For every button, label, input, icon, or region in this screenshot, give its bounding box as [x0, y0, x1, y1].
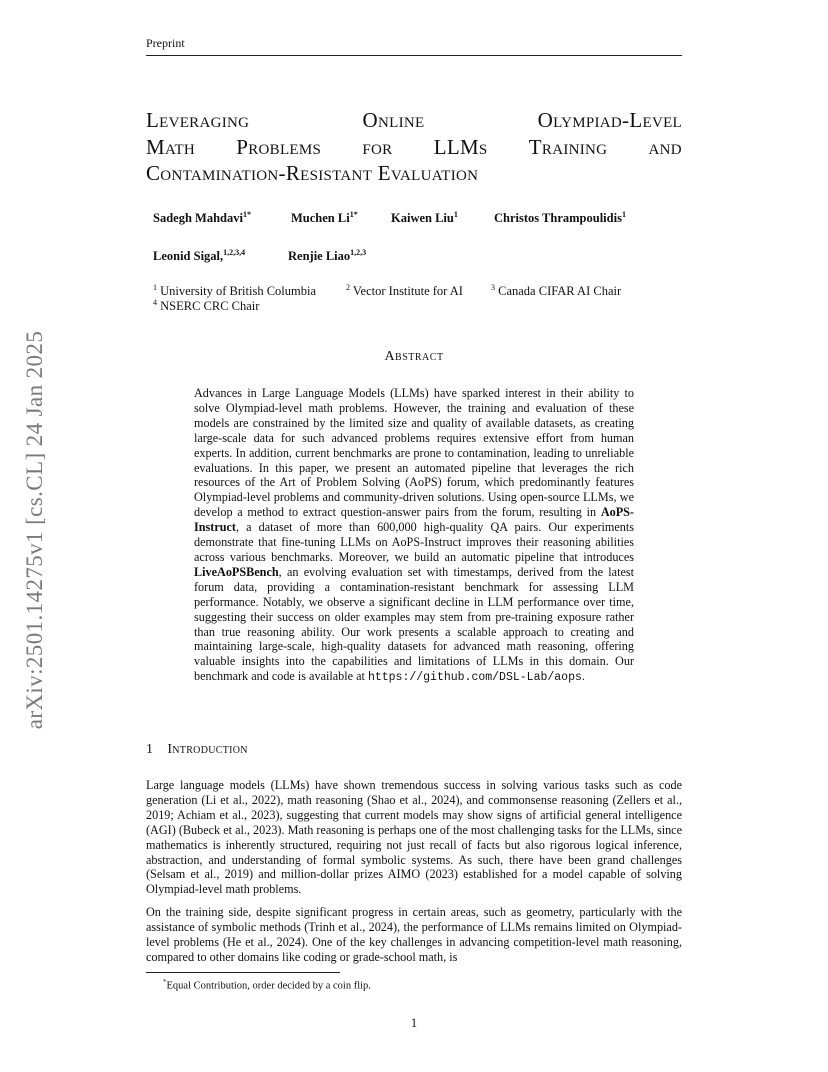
title-word: LLMs	[433, 134, 488, 159]
arxiv-identifier: arXiv:2501.14275v1 [cs.CL] 24 Jan 2025	[22, 330, 47, 730]
title-word: Leveraging	[146, 108, 250, 132]
running-title: Preprint	[146, 36, 185, 50]
footnote-text: Equal Contribution, order decided by a coin flip.	[166, 980, 371, 992]
title-word: Contamination-Resistant Evaluation	[146, 161, 479, 185]
author-name: Renjie Liao	[288, 249, 351, 264]
title-line-1	[146, 107, 682, 134]
author-affiliation-mark: 1,2,3,4	[223, 248, 246, 257]
author	[291, 210, 358, 226]
title-line-3	[146, 160, 682, 187]
affiliation-name: Vector Institute for AI	[352, 284, 463, 299]
abstract-body	[194, 386, 634, 686]
abstract-text: Advances in Large Language Models (LLMs) have sparked interest in their ability to solve Olympiad-level math problems. However, the training and evaluation of these models are constrained by the limited size and quality of available datasets, as creating large-scale data for such advanced problems requires extensive effort from human experts. In addition, current benchmarks are prone to contamination, leading to unreliable evaluations. In this paper, we present an automated pipeline that leverages the rich resources of the Art of Problem Solving (AoPS) forum, which predominantly features Olympiad-level problems and community-driven solutions. Using open-source LLMs, we develop a method to extract question-answer pairs from the forum, resulting in	[194, 386, 634, 520]
section-title: Introduction	[167, 742, 248, 757]
author-affiliation-mark: 1*	[242, 210, 251, 219]
author	[153, 210, 251, 226]
dataset-name: AoPS-Instruct	[194, 505, 634, 535]
author-affiliation-mark: 1*	[349, 210, 358, 219]
abstract-text: , a dataset of more than 600,000 high-quality QA pairs. Our experiments demonstrate that fine-tuning LLMs on AoPS-Instruct improves their reasoning abilities across various benchmarks. Moreover, we build an automatic pipeline that introduces	[194, 520, 634, 564]
benchmark-name: LiveAoPSBench	[194, 564, 279, 579]
footnote-divider	[146, 972, 340, 973]
affiliation	[153, 295, 259, 314]
running-header	[146, 36, 682, 56]
body-paragraph: On the training side, despite significant progress in certain areas, such as geometry, particularly with the assistance of symbolic methods (Trinh et al., 2024), the performance of LLMs remains limited on Olympiad-level problems (He et al., 2024). One of the key challenges in advancing competition-level math reasoning, compared to other domains like coding or grade-school math, is	[146, 905, 682, 964]
affiliation-mark: 2	[346, 283, 350, 292]
abstract-heading: Abstract	[384, 349, 444, 364]
title-word: and	[648, 134, 682, 159]
author	[494, 210, 626, 226]
author-name: Christos Thrampoulidis	[494, 211, 622, 226]
title-word: Problems	[236, 134, 322, 159]
author-affiliation-mark: 1	[621, 210, 626, 219]
affiliation-mark: 1	[153, 283, 157, 292]
title-word: Training	[528, 134, 608, 159]
author-name: Leonid Sigal,	[153, 249, 224, 264]
body-paragraph: Large language models (LLMs) have shown tremendous success in solving various tasks such as code generation (Li et al., 2022), math reasoning (Shao et al., 2024), and commonsense reasoning (Zellers et al., 2019; Achiam et al., 2023), suggesting that current models may show signs of artificial general intelligence (AGI) (Bubeck et al., 2023). Math reasoning is perhaps one of the most challenging tasks for the LLMs, since mathematics is inherently structured, requiring not just recall of facts but also rigorous logical inference, abstraction, and understanding of formal symbolic systems. As such, there have been grand challenges (Selsam et al., 2019) and million-dollar prizes AIMO (2023) established for a model capable of solving Olympiad-level math problems.	[146, 778, 682, 897]
affiliation-mark: 3	[491, 283, 495, 292]
author-name: Kaiwen Liu	[391, 211, 454, 226]
author-affiliation-mark: 1,2,3	[350, 248, 367, 257]
author-name: Sadegh Mahdavi	[153, 211, 243, 226]
affiliation-name: University of British Columbia	[160, 284, 317, 299]
footnote	[163, 978, 371, 992]
affiliation-name: NSERC CRC Chair	[160, 299, 260, 314]
author-affiliation-mark: 1	[453, 210, 458, 219]
repository-link[interactable]: https://github.com/DSL-Lab/aops	[367, 671, 582, 685]
section-heading	[146, 742, 248, 758]
section-number: 1	[146, 742, 154, 757]
paper-title	[146, 107, 682, 187]
author	[391, 210, 458, 226]
author-name: Muchen Li	[291, 211, 350, 226]
page-number: 1	[410, 1016, 418, 1030]
title-word: for	[362, 134, 393, 159]
affiliation-mark: 4	[153, 298, 157, 307]
author	[288, 248, 366, 264]
abstract-text: , an evolving evaluation set with timestamps, derived from the latest forum data, providing a contamination-resistant benchmark for assessing LLM performance. Notably, we observe a significant decline in LLM performance over time, suggesting their success on older examples may stem from pre-training exposure rather than true reasoning ability. Our work presents a scalable approach to creating and maintaining large-scale, high-quality datasets for advanced math reasoning, offering valuable insights into the capabilities and limitations of LLMs in this domain. Our benchmark and code is available at	[194, 564, 634, 684]
affiliation	[491, 280, 621, 299]
title-line-2	[146, 134, 682, 161]
affiliation	[346, 280, 463, 299]
title-word: Olympiad-Level	[537, 108, 682, 132]
title-word: Online	[362, 108, 425, 132]
affiliation-name: Canada CIFAR AI Chair	[498, 284, 622, 299]
abstract-text: .	[581, 669, 585, 684]
author	[153, 248, 245, 264]
title-word: Math	[146, 134, 196, 159]
footnote-mark: *	[163, 978, 167, 986]
